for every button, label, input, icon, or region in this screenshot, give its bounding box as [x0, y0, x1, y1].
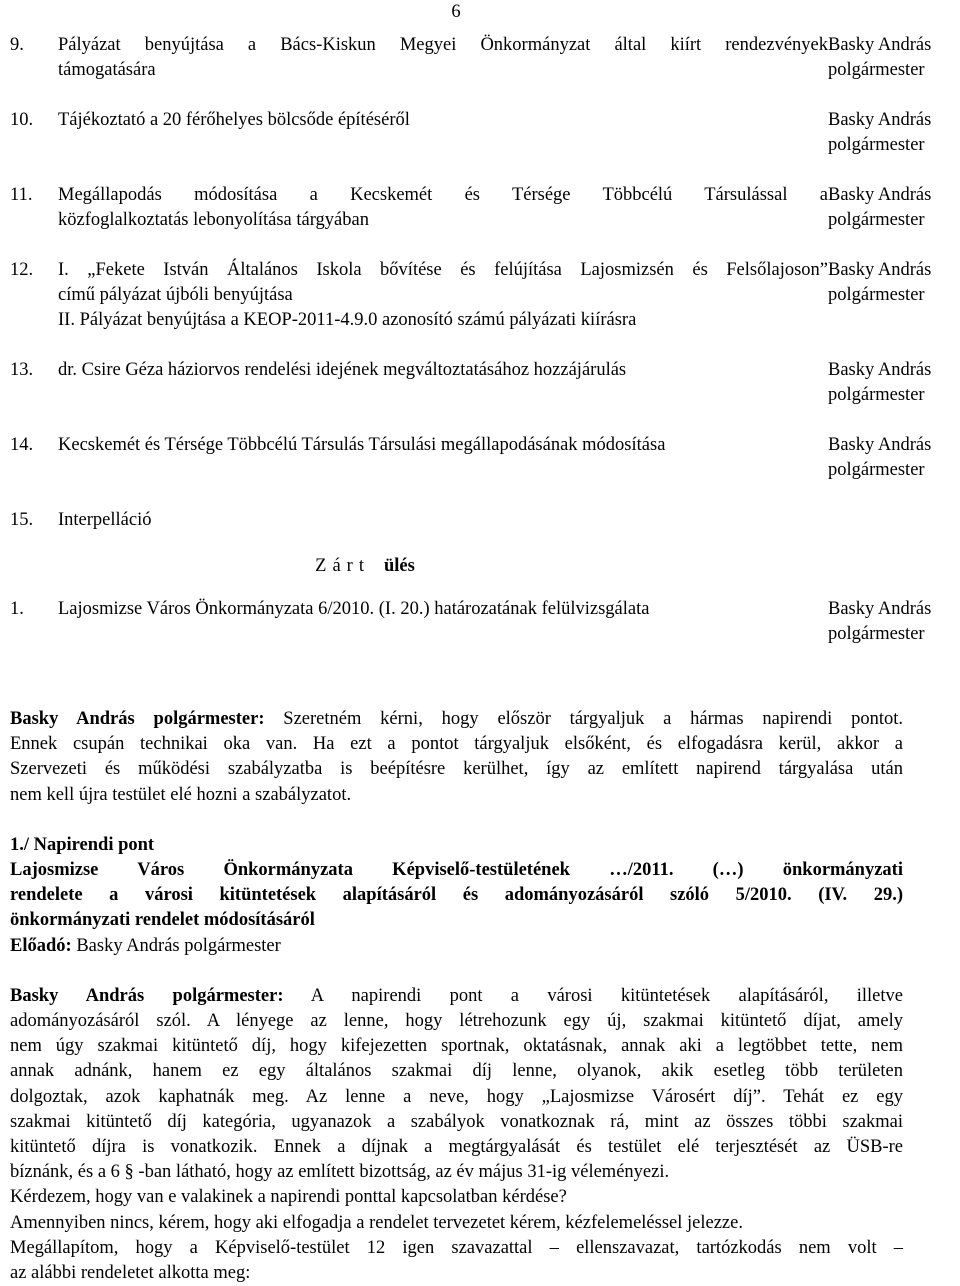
speech-line: A napirendi pont a városi kitüntetések alapításáról, illetve — [310, 985, 903, 1006]
agenda-item-presenter — [828, 258, 953, 333]
agenda-item-text — [58, 33, 828, 83]
speech-paragraph — [10, 984, 903, 1286]
speaker-label: Basky András polgármester: — [10, 985, 284, 1006]
agenda-item-number: 10. — [10, 110, 34, 130]
presenter-name: Basky András — [828, 260, 932, 280]
speech-line: annak adnánk, hanem ez egy általános szakmai díj lenne, olyanok, akik esetleg több területen — [10, 1061, 903, 1082]
agenda-item-presenter — [828, 33, 953, 83]
presenter-name: Basky András — [828, 110, 932, 130]
speech-line: az alábbi rendeletet alkotta meg: — [10, 1263, 251, 1284]
agenda-item-number: 1. — [10, 599, 24, 619]
agenda-item-number: 13. — [10, 360, 34, 380]
presenter-name: Basky András — [828, 35, 932, 55]
agenda-item-presenter — [828, 183, 953, 233]
agenda-item-presenter — [828, 433, 953, 483]
presenter-role: polgármester — [828, 60, 925, 80]
speech-line: Amennyiben nincs, kérem, hogy aki elfogadja a rendelet tervezetet kérem, kézfelemeléssel jelezze. — [10, 1212, 743, 1233]
agenda-item-text — [58, 183, 828, 233]
agenda-item-line: Megállapodás módosítása a Kecskemét és Térsége Többcélú Társulással a — [58, 185, 828, 205]
agenda-item-presenter — [828, 358, 953, 408]
agenda-item-number: 9. — [10, 35, 24, 55]
agenda-item — [10, 108, 960, 158]
agenda-item-line: dr. Csire Géza háziorvos rendelési idejének megváltoztatásához hozzájárulás — [58, 360, 627, 380]
agenda-point-title-line: rendelete a városi kitüntetések alapításáról és adományozásáról szóló 5/2010. (IV. 29.) — [10, 885, 903, 906]
speech-line: Megállapítom, hogy a Képviselő-testület 12 igen szavazattal – ellenszavazat, tartózkodás nem volt – — [10, 1237, 903, 1258]
presenter-role: polgármester — [828, 135, 925, 155]
presenter-line — [10, 934, 903, 959]
agenda-item-presenter — [828, 597, 953, 647]
speech-line: Szervezeti és működési szabályzatba is beépítésre kerülhet, így az említett napirend tárgyalása után — [10, 759, 903, 780]
presenter-role: polgármester — [828, 285, 925, 305]
presenter-name: Basky András — [828, 360, 932, 380]
agenda-item-text — [58, 258, 828, 333]
agenda-item-line: I. „Fekete István Általános Iskola bővítése és felújítása Lajosmizsén és Felsőlajoson” — [58, 260, 828, 280]
agenda-item-text — [58, 358, 828, 408]
agenda-item-line: Lajosmizse Város Önkormányzata 6/2010. (I. 20.) határozatának felülvizsgálata — [58, 599, 650, 619]
speech-line: Kérdezem, hogy van e valakinek a napirendi ponttal kapcsolatban kérdése? — [10, 1187, 567, 1208]
speech-line: adományozásáról szól. A lényege az lenne, hogy létrehozunk egy új, szakmai kitüntető díjat, amely — [10, 1011, 903, 1032]
agenda-item-text — [58, 108, 828, 158]
closed-session-label-suffix: ülés — [383, 556, 415, 576]
speech-line: szakmai kitüntető díj kategória, ugyanazok a szabályok vonatkoznak rá, mint az összes többi szakmai — [10, 1111, 903, 1132]
agenda-item-number: 15. — [10, 510, 34, 530]
speaker-label: Basky András polgármester: — [10, 709, 265, 729]
agenda-point-block — [10, 833, 903, 959]
closed-session-label: Zárt — [315, 556, 370, 576]
agenda-item — [10, 508, 960, 533]
page-number: 6 — [451, 2, 461, 22]
closed-agenda-item — [10, 597, 960, 647]
agenda-item-text — [58, 597, 828, 647]
presenter-name: Basky András — [828, 599, 932, 619]
speech-first-line — [10, 984, 903, 1009]
presenter-role: polgármester — [828, 624, 925, 644]
agenda-item-line: című pályázat újbóli benyújtása — [58, 285, 293, 305]
agenda-item-line: Interpelláció — [58, 510, 152, 530]
speech-line: nem kell újra testület elé hozni a szabályzatot. — [10, 784, 352, 805]
speech-line: nem úgy szakmai kitüntető díj, hogy kifejezetten sportnak, oktatásnak, annak aki a legtöbbet tette, nem — [10, 1036, 903, 1057]
agenda-point-heading: 1./ Napirendi pont — [10, 834, 155, 855]
presenter-name: Basky András — [828, 435, 932, 455]
closed-session-heading — [10, 554, 960, 579]
agenda-item-line: Kecskemét és Térsége Többcélú Társulás Társulási megállapodásának módosítása — [58, 435, 666, 455]
agenda-item-number: 11. — [10, 185, 33, 205]
agenda-item — [10, 258, 960, 333]
agenda-point-title-line: Lajosmizse Város Önkormányzata Képviselő-testületének …/2011. (…) önkormányzati — [10, 860, 903, 881]
agenda-point-title-line: önkormányzati rendelet módosításáról — [10, 910, 315, 931]
agenda-item-line: Pályázat benyújtása a Bács-Kiskun Megyei Önkormányzat által kiírt rendezvények — [58, 35, 828, 55]
speech-line: Szeretném kérni, hogy először tárgyaljuk a hármas napirendi pontot. — [283, 709, 903, 729]
presenter-name: Basky András — [828, 185, 932, 205]
agenda-item-number: 12. — [10, 260, 34, 280]
speech-line: bíznánk, és a 6 § -ban látható, hogy az említett bizottság, az év május 31-ig véleményezi. — [10, 1162, 670, 1183]
presenter-label: Előadó: — [10, 935, 72, 956]
speech-line: kitüntető díjra is vonatkozik. Ennek a díjnak a megtárgyalását és testület elé terjesztését az ÜSB-re — [10, 1137, 903, 1158]
presenter-value: Basky András polgármester — [76, 935, 281, 956]
agenda-item-line: közfoglalkoztatás lebonyolítása tárgyában — [58, 210, 369, 230]
agenda-item — [10, 433, 960, 483]
speech-line: dolgoztak, azok kaphatnák meg. Az lenne a neve, hogy „Lajosmizse Városért díj”. Tehát ez egy — [10, 1086, 903, 1107]
agenda-item-line: II. Pályázat benyújtása a KEOP-2011-4.9.0 azonosító számú pályázati kiírásra — [58, 310, 637, 330]
speech-first-line — [10, 707, 903, 732]
presenter-role: polgármester — [828, 385, 925, 405]
agenda-item-line: Tájékoztató a 20 férőhelyes bölcsőde építéséről — [58, 110, 410, 130]
minutes-body — [10, 707, 903, 1286]
agenda-item-line: támogatására — [58, 60, 156, 80]
agenda-item-presenter — [828, 108, 953, 158]
agenda-item — [10, 33, 960, 83]
agenda-item — [10, 183, 960, 233]
speech-paragraph — [10, 707, 903, 808]
agenda-item — [10, 358, 960, 408]
agenda-item-text — [58, 508, 828, 533]
agenda-item-number: 14. — [10, 435, 34, 455]
presenter-role: polgármester — [828, 210, 925, 230]
agenda-item-text — [58, 433, 828, 483]
agenda-list — [10, 33, 960, 672]
presenter-role: polgármester — [828, 460, 925, 480]
speech-line: Ennek csupán technikai oka van. Ha ezt a pontot tárgyaljuk elsőként, és elfogadásra kerül, akkor a — [10, 734, 903, 755]
